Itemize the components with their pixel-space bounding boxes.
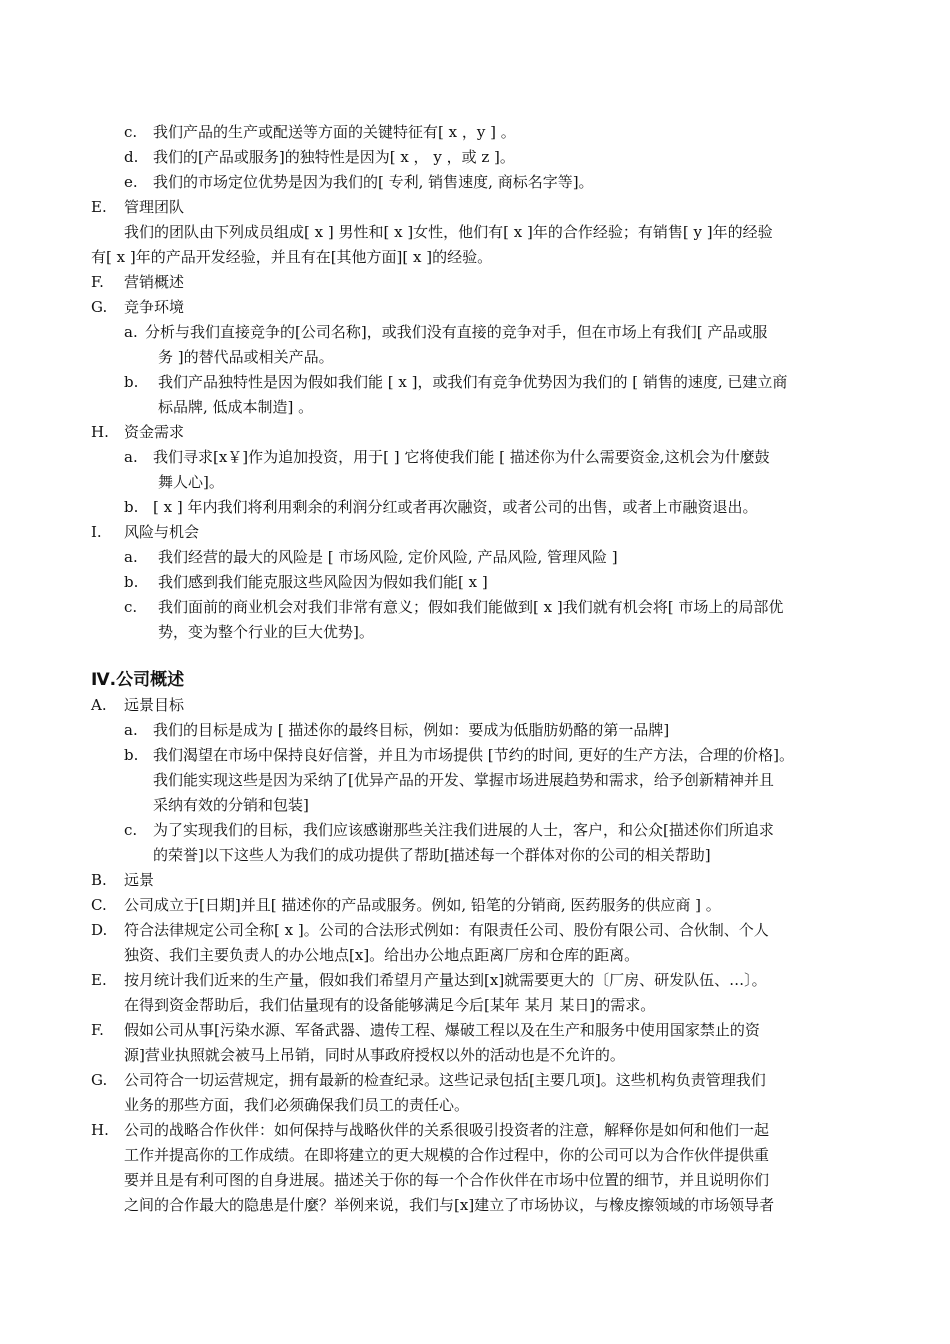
- list-item-label: a.: [124, 323, 138, 341]
- list-item-label: a.: [124, 448, 138, 466]
- list-item-label: a.: [124, 721, 138, 739]
- list-item-text: 我们渴望在市场中保持良好信誉，并且为市场提供 [节约的时间, 更好的生产方法，合理的价格]。: [153, 746, 795, 764]
- section-label: F.: [91, 273, 104, 291]
- section-label: C.: [91, 896, 107, 914]
- section-title: 远景目标: [124, 696, 185, 714]
- list-item-text: 采纳有效的分销和包装]: [153, 796, 309, 814]
- section-label: H.: [91, 423, 109, 441]
- list-item-text: 我们感到我们能克服这些风险因为假如我们能[ x ]: [158, 573, 488, 591]
- list-item-label: b.: [124, 746, 139, 764]
- section-label: D.: [91, 921, 108, 939]
- section-label: G.: [91, 1071, 108, 1089]
- list-item-text: 我们经营的最大的风险是 [ 市场风险, 定价风险, 产品风险, 管理风险 ]: [158, 548, 618, 566]
- paragraph-line: 公司符合一切运营规定，拥有最新的检查纪录。这些记录包括[主要几项]。这些机构负责管理我们: [124, 1071, 766, 1089]
- list-item-text: 我们的[产品或服务]的独特性是因为[ x ， y ，或 z ]。: [153, 148, 515, 166]
- list-item-label: b.: [124, 573, 139, 591]
- section-title: 资金需求: [124, 423, 185, 441]
- section-label: I.: [91, 523, 102, 541]
- list-item-label: c.: [124, 123, 138, 141]
- list-item-text: 我们面前的商业机会对我们非常有意义；假如我们能做到[ x ]我们就有机会将[ 市场上的局部优: [158, 598, 784, 616]
- paragraph-line: 业务的那些方面，我们必须确保我们员工的责任心。: [124, 1096, 470, 1114]
- section-label: B.: [91, 871, 107, 889]
- list-item-label: c.: [124, 821, 138, 839]
- list-item-text: [ x ] 年内我们将利用剩余的利润分红或者再次融资，或者公司的出售，或者上市融资退出。: [153, 498, 758, 516]
- list-item-text: 务 ]的替代品或相关产品。: [158, 348, 334, 366]
- section-label: G.: [91, 298, 108, 316]
- paragraph-line: 独资、我们主要负责人的办公地点[x]。给出办公地点距离厂房和仓库的距离。: [124, 946, 640, 964]
- paragraph-line: 公司成立于[日期]并且[ 描述你的产品或服务。例如, 铅笔的分销商, 医药服务的供应商 ] 。: [124, 896, 721, 914]
- section-label: E.: [91, 971, 107, 989]
- section-label: H.: [91, 1121, 109, 1139]
- paragraph-line: 公司的战略合作伙伴：如何保持与战略伙伴的关系很吸引投资者的注意，解释你是如何和他们一起: [124, 1121, 770, 1139]
- section-title: 营销概述: [124, 273, 185, 291]
- paragraph-line: 有[ x ]年的产品开发经验，并且有在[其他方面][ x ]的经验。: [91, 248, 493, 266]
- paragraph-line: 假如公司从事[污染水源、军备武器、遗传工程、爆破工程以及在生产和服务中使用国家禁止的资: [124, 1021, 760, 1039]
- list-item-text: 我们能实现这些是因为采纳了[优异产品的开发、掌握市场进展趋势和需求，给予创新精神并且: [153, 771, 774, 789]
- paragraph-line: 符合法律规定公司全称[ x ]。公司的合法形式例如：有限责任公司、股份有限公司、合伙制、个人: [124, 921, 769, 939]
- section-title: 风险与机会: [124, 523, 200, 541]
- section-label: F.: [91, 1021, 104, 1039]
- list-item-label: b.: [124, 373, 139, 391]
- paragraph-line: 源]营业执照就会被马上吊销，同时从事政府授权以外的活动也是不允许的。: [124, 1046, 625, 1064]
- paragraph-line: 按月统计我们近来的生产量，假如我们希望月产量达到[x]就需要更大的〔厂房、研发队伍、…〕。: [124, 971, 767, 989]
- paragraph-line: 要并且是有利可图的自身进展。描述关于你的每一个合作伙伴在市场中位置的细节，并且说明你们: [124, 1171, 770, 1189]
- list-item-text: 标品牌, 低成本制造] 。: [158, 398, 314, 416]
- list-item-text: 分析与我们直接竞争的[公司名称]，或我们没有直接的竞争对手，但在市场上有我们[ 产品或服: [145, 323, 768, 341]
- paragraph-line: 在得到资金帮助后，我们估量现有的设备能够满足今后[某年 某月 某日]的需求。: [124, 996, 656, 1014]
- section-heading: Ⅳ.公司概述: [91, 670, 185, 690]
- list-item-label: b.: [124, 498, 139, 516]
- list-item-label: a.: [124, 548, 138, 566]
- list-item-label: d.: [124, 148, 139, 166]
- section-title: 远景: [124, 871, 155, 889]
- paragraph-line: 工作并提高你的工作成绩。在即将建立的更大规模的合作过程中，你的公司可以为合作伙伴提供重: [124, 1146, 770, 1164]
- list-item-text: 势，变为整个行业的巨大优势]。: [158, 623, 374, 641]
- list-item-text: 我们寻求[x￥]作为追加投资，用于[ ] 它将使我们能 [ 描述你为什么需要资金,这机会为什麼鼓: [153, 448, 770, 466]
- paragraph-line: 我们的团队由下列成员组成[ x ] 男性和[ x ]女性，他们有[ x ]年的合作经验；有销售[ y ]年的经验: [124, 223, 773, 241]
- list-item-text: 我们的目标是成为 [ 描述你的最终目标，例如：要成为低脂肪奶酪的第一品牌]: [153, 721, 670, 739]
- list-item-text: 的荣誉]以下这些人为我们的成功提供了帮助[描述每一个群体对你的公司的相关帮助]: [153, 846, 711, 864]
- paragraph-line: 之间的合作最大的隐患是什麼？举例来说，我们与[x]建立了市场协议，与橡皮擦领域的市场领导者: [124, 1196, 775, 1214]
- list-item-text: 我们产品独特性是因为假如我们能 [ x ]，或我们有竞争优势因为我们的 [ 销售的速度, 已建立商: [158, 373, 788, 391]
- list-item-text: 为了实现我们的目标，我们应该感谢那些关注我们进展的人士，客户，和公众[描述你们所追求: [153, 821, 774, 839]
- section-label: A.: [91, 696, 107, 714]
- section-label: E.: [91, 198, 107, 216]
- section-title: 竞争环境: [124, 298, 185, 316]
- list-item-text: 舞人心]。: [158, 473, 224, 491]
- list-item-label: e.: [124, 173, 138, 191]
- list-item-text: 我们的市场定位优势是因为我们的[ 专利, 销售速度, 商标名字等]。: [153, 173, 594, 191]
- section-title: 管理团队: [124, 198, 185, 216]
- list-item-label: c.: [124, 598, 138, 616]
- list-item-text: 我们产品的生产或配送等方面的关键特征有[ x ，y ] 。: [153, 123, 516, 141]
